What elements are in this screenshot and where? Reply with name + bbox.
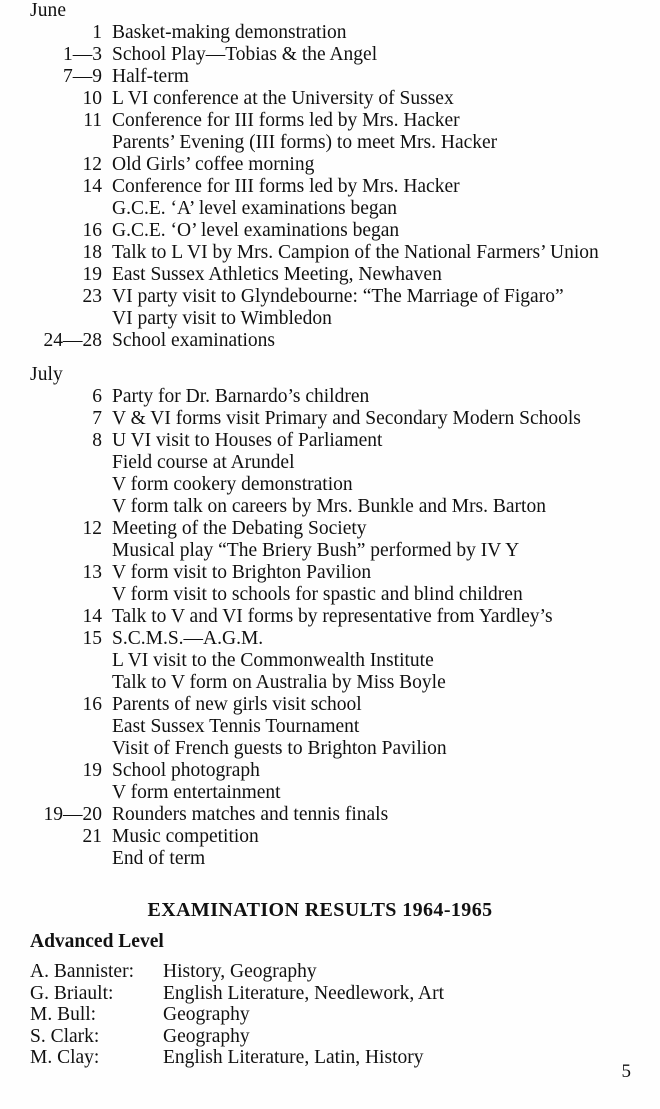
calendar-entry-lines xyxy=(102,286,660,330)
month-block xyxy=(0,364,660,870)
calendar-entry xyxy=(0,220,660,242)
calendar-entry xyxy=(0,22,660,44)
calendar-entry-day: 12 xyxy=(82,518,102,539)
calendar-entry-lines xyxy=(102,518,660,562)
calendar-entry-text: School Play—Tobias & the Angel xyxy=(112,44,378,65)
calendar-entry-text: V & VI forms visit Primary and Secondary Modern Schools xyxy=(112,408,581,429)
calendar-entry-text: Visit of French guests to Brighton Pavilion xyxy=(112,738,447,759)
calendar-entry xyxy=(0,826,660,870)
month-spacer xyxy=(0,352,660,364)
calendar-entry-lines xyxy=(102,330,660,352)
calendar-entry-text: Party for Dr. Barnardo’s children xyxy=(112,386,370,407)
calendar-entry xyxy=(0,330,660,352)
calendar-entry-text: VI party visit to Wimbledon xyxy=(112,308,332,329)
calendar-entry-text: End of term xyxy=(112,848,206,869)
calendar-entry-text: VI party visit to Glyndebourne: “The Marriage of Figaro” xyxy=(112,286,564,307)
calendar-entry-lines xyxy=(102,264,660,286)
calendar-entry-text: Music competition xyxy=(112,826,259,847)
calendar-entry-text: V form entertainment xyxy=(112,782,281,803)
month-name: June xyxy=(30,0,67,21)
calendar-entry-lines xyxy=(102,154,660,176)
calendar-entry-day: 16 xyxy=(82,694,102,715)
calendar-entry-day: 6 xyxy=(92,386,102,407)
calendar-entry-lines xyxy=(102,66,660,88)
examination-result-row xyxy=(0,983,660,1005)
calendar-entry-day: 11 xyxy=(83,110,102,131)
calendar-entry-text: Rounders matches and tennis finals xyxy=(112,804,389,825)
calendar-entry-text: G.C.E. ‘A’ level examinations began xyxy=(112,198,398,219)
calendar-entry-day: 21 xyxy=(82,826,102,847)
calendar-entry-day: 14 xyxy=(82,606,102,627)
examination-result-row xyxy=(0,961,660,983)
calendar-entry-text: Parents’ Evening (III forms) to meet Mrs. Hacker xyxy=(112,132,498,153)
calendar-entry-day: 13 xyxy=(82,562,102,583)
calendar-entry-day: 23 xyxy=(82,286,102,307)
calendar-entry xyxy=(0,430,660,518)
calendar-entry-day: 16 xyxy=(82,220,102,241)
calendar-entry-lines xyxy=(102,242,660,264)
calendar-entry-day: 8 xyxy=(92,430,102,451)
examination-result-row xyxy=(0,1026,660,1048)
examination-result-subjects: English Literature, Needlework, Art xyxy=(163,982,445,1004)
calendar-entry-day: 19 xyxy=(82,760,102,781)
examination-result-name: S. Clark: xyxy=(30,1025,100,1047)
calendar-entry xyxy=(0,66,660,88)
calendar-entry-text: L VI visit to the Commonwealth Institute xyxy=(112,650,434,671)
calendar-entry xyxy=(0,176,660,220)
calendar-entry xyxy=(0,110,660,154)
calendar-entry xyxy=(0,804,660,826)
calendar-entry xyxy=(0,760,660,804)
calendar-entry-text: Parents of new girls visit school xyxy=(112,694,362,715)
calendar-entry-day: 7—9 xyxy=(63,66,102,87)
calendar-entry xyxy=(0,562,660,606)
calendar-entry-lines xyxy=(102,628,660,694)
examination-result-name: M. Clay: xyxy=(30,1047,100,1068)
calendar-entry xyxy=(0,694,660,760)
calendar-entry-text: Conference for III forms led by Mrs. Hacker xyxy=(112,110,460,131)
calendar-entry-lines xyxy=(102,694,660,760)
calendar-entry-text: East Sussex Athletics Meeting, Newhaven xyxy=(112,264,442,285)
calendar-entry-day: 1—3 xyxy=(63,44,102,65)
examination-results-section xyxy=(0,898,660,1069)
examination-results-title: EXAMINATION RESULTS 1964-1965 xyxy=(147,899,493,921)
calendar-entry xyxy=(0,154,660,176)
examination-result-subjects: History, Geography xyxy=(163,961,317,982)
calendar-entry-text: U VI visit to Houses of Parliament xyxy=(112,430,383,451)
calendar-entry-text: Talk to V and VI forms by representative from Yardley’s xyxy=(112,606,553,627)
calendar-entry-text: Talk to L VI by Mrs. Campion of the National Farmers’ Union xyxy=(112,242,599,263)
examination-result-subjects: English Literature, Latin, History xyxy=(163,1047,424,1068)
calendar-entry-lines xyxy=(102,826,660,870)
calendar-entry-lines xyxy=(102,22,660,44)
calendar-entry-day: 19—20 xyxy=(43,804,102,825)
calendar-entry-text: Field course at Arundel xyxy=(112,452,295,473)
calendar-entry-text: East Sussex Tennis Tournament xyxy=(112,716,360,737)
examination-result-subjects: Geography xyxy=(163,1004,250,1025)
examination-results-subtitle: Advanced Level xyxy=(30,931,164,952)
calendar-entry-lines xyxy=(102,804,660,826)
calendar-entry xyxy=(0,518,660,562)
calendar-entry xyxy=(0,606,660,628)
calendar-entry-lines xyxy=(102,386,660,408)
calendar-entry xyxy=(0,408,660,430)
calendar-entry-day: 14 xyxy=(82,176,102,197)
calendar-entry-text: Old Girls’ coffee morning xyxy=(112,154,315,175)
calendar-entry-day: 24—28 xyxy=(43,330,102,351)
examination-result-row xyxy=(0,1047,660,1069)
calendar-entry xyxy=(0,286,660,330)
calendar-entry-day: 19 xyxy=(82,264,102,285)
page-number: 5 xyxy=(621,1061,631,1082)
calendar-entry-lines xyxy=(102,88,660,110)
calendar-entry-text: G.C.E. ‘O’ level examinations began xyxy=(112,220,400,241)
calendar-entry-lines xyxy=(102,430,660,518)
calendar-entry-text: Conference for III forms led by Mrs. Hacker xyxy=(112,176,460,197)
calendar-entry xyxy=(0,242,660,264)
calendar-entry-day: 1 xyxy=(92,22,102,43)
calendar-entry-lines xyxy=(102,110,660,154)
month-block xyxy=(0,0,660,352)
calendar-entry xyxy=(0,386,660,408)
calendar-entry-lines xyxy=(102,760,660,804)
calendar-entry xyxy=(0,44,660,66)
examination-result-subjects: Geography xyxy=(163,1025,250,1047)
calendar-entry xyxy=(0,628,660,694)
calendar-entry-text: L VI conference at the University of Sussex xyxy=(112,88,454,109)
calendar-entry-lines xyxy=(102,408,660,430)
examination-result-name: M. Bull: xyxy=(30,1004,97,1025)
calendar-entry-day: 18 xyxy=(82,242,102,263)
calendar-entry-text: V form visit to Brighton Pavilion xyxy=(112,562,372,583)
examination-result-name: G. Briault: xyxy=(30,982,114,1004)
calendar-entry-lines xyxy=(102,562,660,606)
calendar-entry-text: School photograph xyxy=(112,760,260,781)
calendar-entry-text: Musical play “The Briery Bush” performed by IV Y xyxy=(112,540,520,561)
examination-results-list xyxy=(0,961,660,1069)
calendar-entry-text: V form cookery demonstration xyxy=(112,474,353,495)
calendar-entry-lines xyxy=(102,176,660,220)
calendar-entry-day: 15 xyxy=(82,628,102,649)
examination-result-name: A. Bannister: xyxy=(30,961,134,982)
calendar-entry-text: Basket-making demonstration xyxy=(112,22,347,43)
calendar-entry-text: Meeting of the Debating Society xyxy=(112,518,367,539)
calendar-entry-day: 10 xyxy=(82,88,102,109)
calendar-entry-day: 7 xyxy=(92,408,102,429)
calendar-entry xyxy=(0,264,660,286)
calendar-entry-text: Talk to V form on Australia by Miss Boyle xyxy=(112,672,446,693)
calendar-entry-text: V form talk on careers by Mrs. Bunkle and Mrs. Barton xyxy=(112,496,546,517)
month-name: July xyxy=(30,364,63,385)
calendar-entry-lines xyxy=(102,220,660,242)
calendar-entry-day: 12 xyxy=(82,154,102,175)
calendar-entry-text: School examinations xyxy=(112,330,276,351)
calendar-entry-lines xyxy=(102,606,660,628)
calendar-entry-lines xyxy=(102,44,660,66)
calendar-entry-text: S.C.M.S.—A.G.M. xyxy=(112,628,264,649)
calendar-entry-text: Half-term xyxy=(112,66,189,87)
calendar-entry xyxy=(0,88,660,110)
examination-result-row xyxy=(0,1004,660,1026)
calendar-entry-text: V form visit to schools for spastic and blind children xyxy=(112,584,523,605)
